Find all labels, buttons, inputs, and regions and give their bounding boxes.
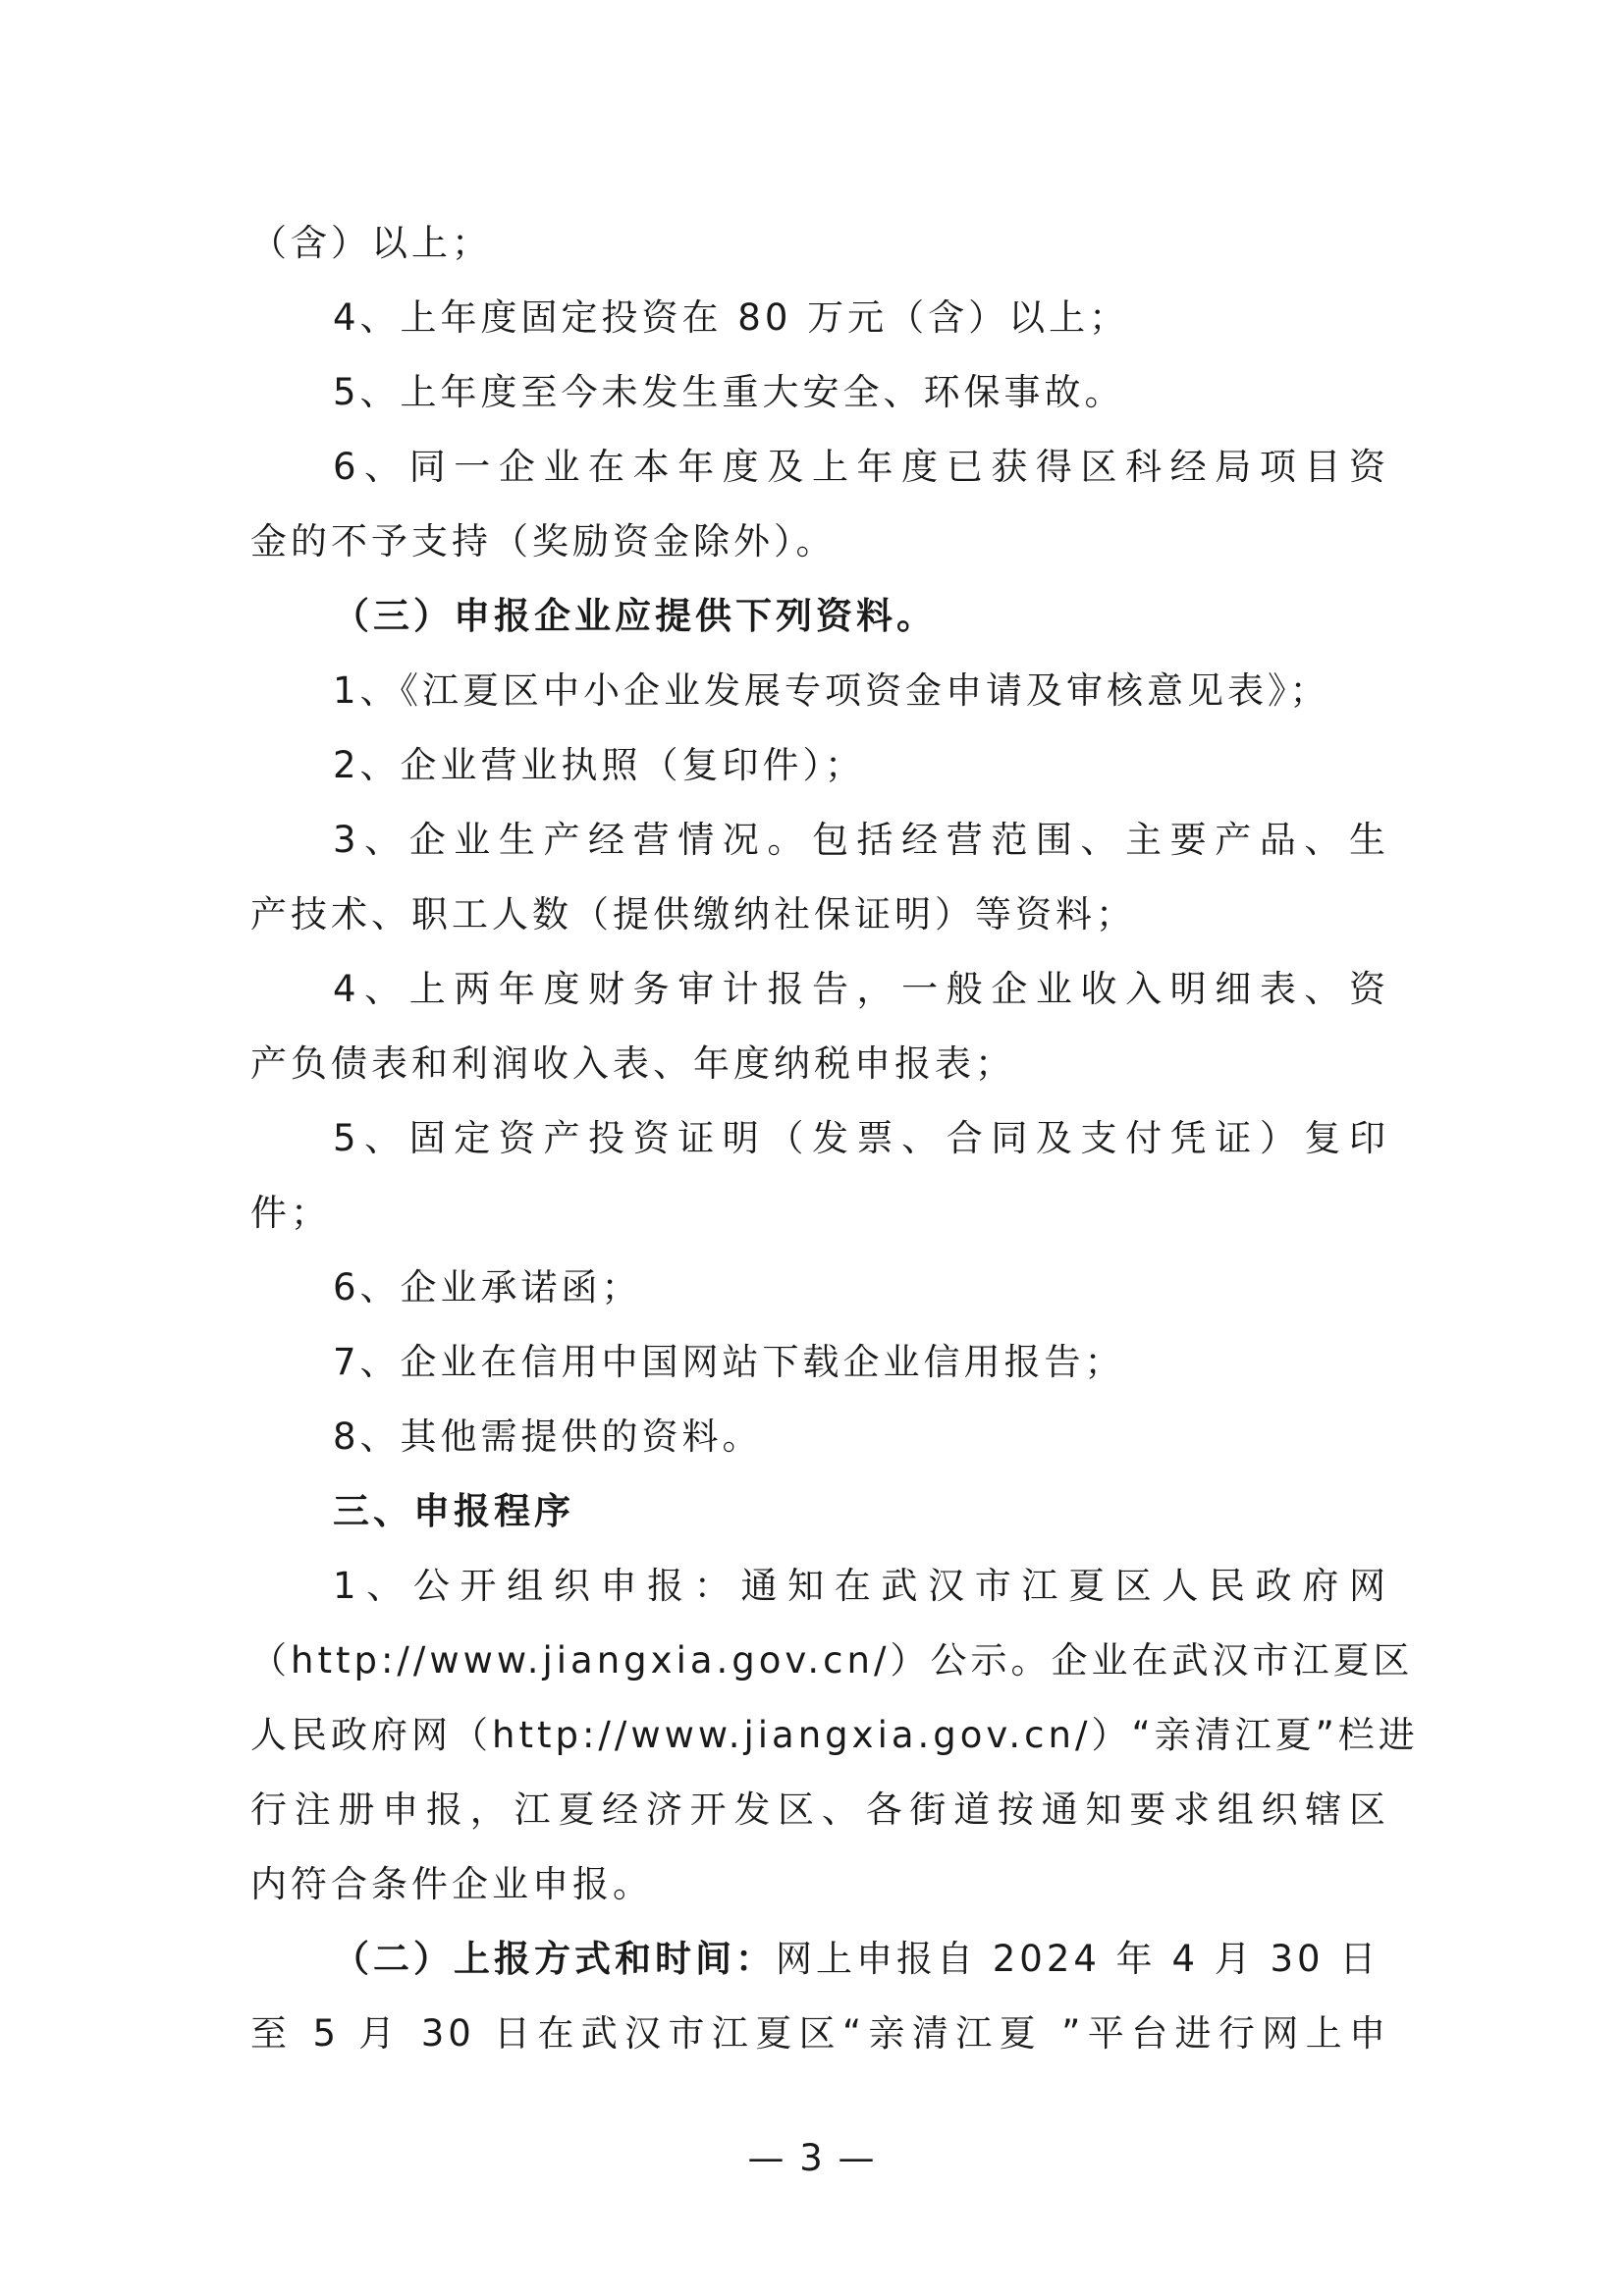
text-line: （http://www.jiangxia.gov.cn/）公示。企业在武汉市江夏区 xyxy=(250,1639,1414,1682)
document-body xyxy=(250,206,1419,2071)
inline-heading: （二）上报方式和时间： xyxy=(333,1938,776,1980)
text-line: 件； xyxy=(250,1192,331,1234)
text-line: 1、《江夏区中小企业发展专项资金申请及审核意见表》； xyxy=(333,669,1330,712)
text-line: 内符合条件企业申报。 xyxy=(250,1863,653,1905)
text-line: 行注册申报，江夏经济开发区、各街道按通知要求组织辖区 xyxy=(250,1789,1389,1831)
text-line: 1、公开组织申报：通知在武汉市江夏区人民政府网 xyxy=(333,1565,1389,1607)
text-line: 产技术、职工人数（提供缴纳社保证明）等资料； xyxy=(250,893,1136,935)
text-line xyxy=(250,1922,1389,1997)
inline-text: 网上申报自 2024 年 4 月 30 日 xyxy=(776,1938,1380,1980)
text-line: 3、企业生产经营情况。包括经营范围、主要产品、生 xyxy=(333,819,1389,861)
text-line: 2、企业营业执照（复印件）； xyxy=(333,744,866,786)
text-line: 5、固定资产投资证明（发票、合同及支付凭证）复印 xyxy=(333,1117,1389,1159)
text-line: 人民政府网（http://www.jiangxia.gov.cn/）“亲清江夏”栏进 xyxy=(250,1714,1419,1756)
text-line: （含）以上； xyxy=(250,222,492,264)
section-heading: （三）申报企业应提供下列资料。 xyxy=(333,595,937,637)
text-line: 金的不予支持（奖励资金除外）。 xyxy=(250,520,837,562)
text-line: 6、企业承诺函； xyxy=(333,1266,642,1308)
text-line: 至 5 月 30 日在武汉市江夏区“亲清江夏 ”平台进行网上申 xyxy=(250,2012,1389,2055)
text-line: 产负债表和利润收入表、年度纳税申报表； xyxy=(250,1042,1015,1085)
section-heading: 三、申报程序 xyxy=(333,1490,574,1532)
text-line: 6、同一企业在本年度及上年度已获得区科经局项目资 xyxy=(333,446,1389,488)
text-line: 8、其他需提供的资料。 xyxy=(333,1415,763,1458)
text-line: 5、上年度至今未发生重大安全、环保事故。 xyxy=(333,371,1125,413)
page-number: — 3 — xyxy=(747,2137,877,2179)
text-line: 4、上年度固定投资在 80 万元（含）以上； xyxy=(333,296,1130,339)
text-line: 7、企业在信用中国网站下载企业信用报告； xyxy=(333,1341,1125,1383)
text-line: 4、上两年度财务审计报告，一般企业收入明细表、资 xyxy=(333,968,1389,1010)
